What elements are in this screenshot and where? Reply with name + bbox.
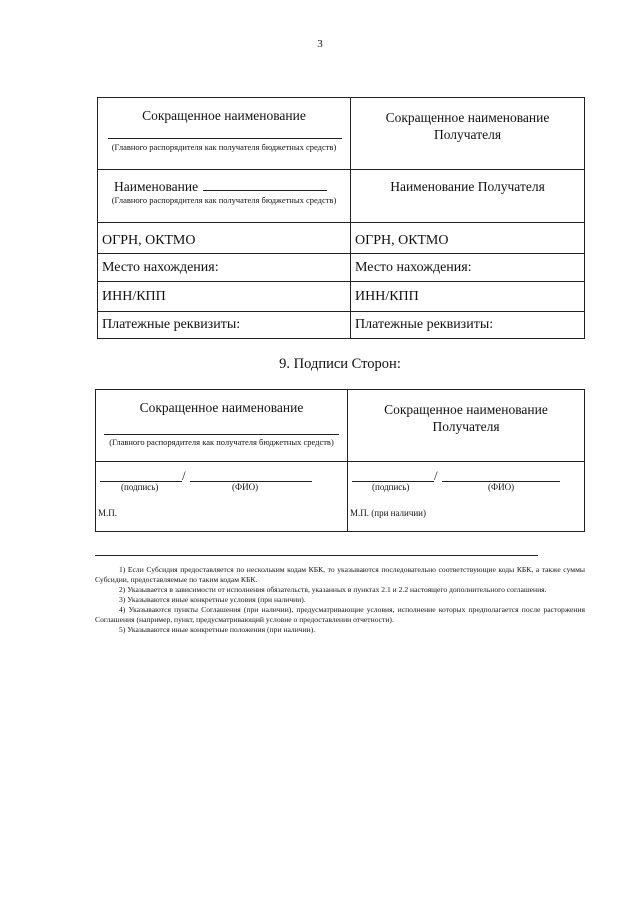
footnote-4: 4) Указываются пункты Соглашения (при наличии), предусматривающие условия, исполнение которых предполагается после расторжения Соглашения (например, пункт, предусматривающий условие о предоставлении отчетности). [95,605,585,624]
sig-left-slash: / [182,468,186,483]
signatures-heading: 9. Подписи Сторон: [279,356,401,372]
sig-left-short-name-cell [96,390,348,462]
left-short-name-cell [98,98,351,170]
right-ogrn: ОГРН, ОКТМО [355,233,449,248]
footnote-separator [95,555,538,556]
left-inn-cell [98,282,351,312]
right-inn-cell [351,282,585,312]
left-name-note: (Главного распорядителя как получателя бюджетных средств) [111,195,337,205]
left-location-cell [98,254,351,282]
right-payment-cell [351,312,585,339]
footnote-3: 3) Указываются иные конкретные условия (при наличии). [119,595,306,604]
footnote-1: 1) Если Субсидия предоставляется по нескольким кодам КБК, то указываются последовательно соответствующие коды КБК, а также суммы Субсидии, предоставляемые по таким кодам КБК. [95,565,585,584]
right-inn: ИНН/КПП [355,288,419,304]
sig-left-short-name-note: (Главного распорядителя как получателя бюджетных средств) [109,437,334,447]
sig-right-stamp: М.П. (при наличии) [350,508,426,518]
requisites-table [97,97,585,339]
sig-right-sign-label: (подпись) [372,482,410,492]
left-ogrn: ОГРН, ОКТМО [102,233,196,248]
left-inn: ИНН/КПП [102,288,166,304]
right-name-cell [351,170,585,223]
right-location-cell [351,254,585,282]
sig-right-short-name: Сокращенное наименование Получателя [384,402,548,434]
sig-left-short-name: Сокращенное наименование [139,400,304,415]
footnotes [95,565,585,635]
right-payment: Платежные реквизиты: [355,317,494,332]
right-short-name-cell [351,98,585,170]
sig-left-fio-label: (ФИО) [232,482,259,492]
footnote-2: 2) Указывается в зависимости от исполнения обязательств, указанных в пунктах 2.1 и 2.2 настоящего дополнительного соглашения. [119,585,547,594]
sig-right-slash: / [434,468,438,483]
left-short-name: Сокращенное наименование [142,108,306,123]
footnote-5: 5) Указываются иные конкретные положения (при наличии). [119,625,316,634]
sig-right-fio-label: (ФИО) [488,482,515,492]
right-location: Место нахождения: [355,259,472,275]
sig-left-stamp: М.П. [98,508,118,518]
sig-left-sign-label: (подпись) [121,482,159,492]
left-payment-cell [98,312,351,339]
sig-right-block [348,462,585,532]
left-short-name-note: (Главного распорядителя как получателя бюджетных средств) [111,142,337,152]
page-number: 3 [317,38,323,50]
left-payment: Платежные реквизиты: [102,317,241,332]
right-ogrn-cell [351,223,585,254]
left-name-label: Наименование [114,179,199,194]
left-ogrn-cell [98,223,351,254]
right-name: Наименование Получателя [390,179,545,194]
left-name-cell [98,170,351,223]
signatures-table [95,389,585,532]
sig-right-short-name-cell [348,390,585,462]
left-location: Место нахождения: [102,259,219,275]
right-short-name: Сокращенное наименование Получателя [385,110,550,142]
sig-left-block [96,462,348,532]
